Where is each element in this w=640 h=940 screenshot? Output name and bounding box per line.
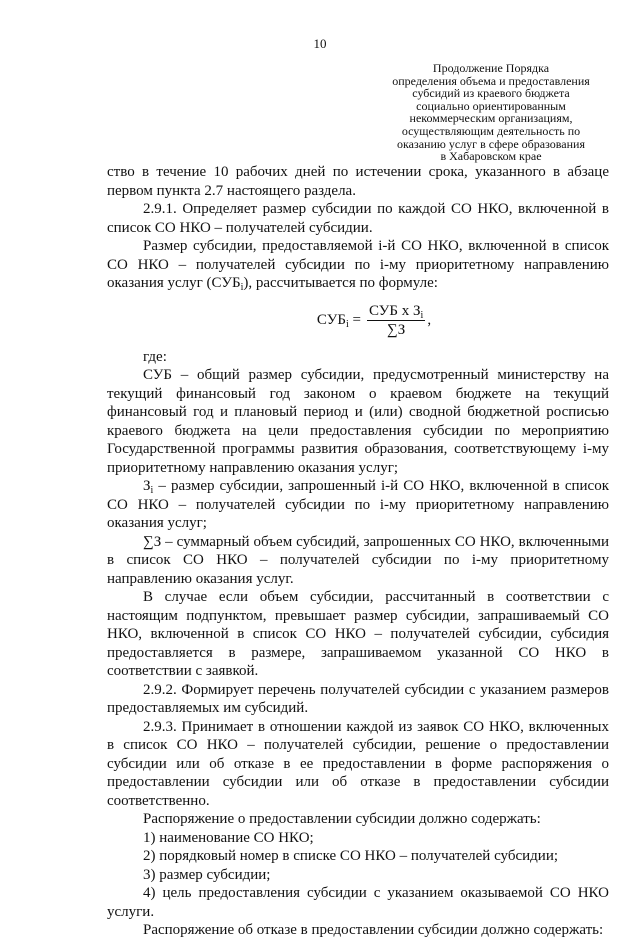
header-line: определения объема и предоставления [392,73,590,88]
paragraph: ство в течение 10 рабочих дней по истечении срока, указанного в абзаце первом пункта 2.7 настоящего раздела. [107,164,609,199]
paragraph-subsidy-size: Размер субсидии, предоставляемой i-й СО НКО, включенной в список СО НКО – получателей субсидии по i-му приоритетному направлению оказания услуг $(СУБ_i)$, рассчитывается по формуле: [107,238,609,293]
formula-comma: , [427,312,432,329]
header-line: социально ориентированным [416,98,566,113]
header-line: некоммерческим организациям, [409,111,573,126]
list-item: 3) размер субсидии; [143,866,271,883]
page-number: 10 [313,36,327,51]
formula-denominator: ∑З [387,321,406,338]
header-line: субсидий из краевого бюджета [412,86,570,101]
paragraph-2-9-2: 2.9.2. Формирует перечень получателей субсидии с указанием размеров предоставляемых им субсидий. [107,681,609,716]
paragraph-refusal-contents: Распоряжение об отказе в предоставлении субсидии должно содержать: [143,922,604,938]
header-line: оказанию услуг в сфере образования [397,136,585,151]
paragraph-2-9-1: 2.9.1. Определяет размер субсидии по каждой СО НКО, включенной в список СО НКО – получателей субсидии. [107,201,609,236]
list-item: 4) цель предоставления субсидии с указанием оказываемой СО НКО услуги. [107,885,609,920]
paragraph-order-contents: Распоряжение о предоставлении субсидии должно содержать: [143,811,541,827]
header-line: в Хабаровском крае [440,149,542,164]
definition-zi: $З_i$ – размер субсидии, запрошенный i-й СО НКО, включенной в список СО НКО – получателей субсидии по i-му приоритетному направлению оказания услуг; [107,478,609,531]
definition-sum: ∑З – суммарный объем субсидий, запрошенных СО НКО, включенными в список СО НКО – получателей субсидии по i-му приоритетному направлению оказания услуг. [107,533,609,587]
definition-sub: СУБ – общий размер субсидии, предусмотренный министерству на текущий финансовый год законом о краевом бюджете на текущий финансовый год и плановый период и (или) сводной бюджетной росписью краевого бюджета на цели предоставления субсидии по мероприятию Государственной программы развития образования, соответствующему i-му приоритетному направлению оказания услуг; [107,367,609,476]
where-label: где: [143,348,167,365]
list-item: 2) порядковый номер в списке СО НКО – получателей субсидии; [143,848,559,864]
paragraph-2-9-3: 2.9.3. Принимает в отношении каждой из заявок СО НКО, включенных в список СО НКО – получателей субсидии, решение о предоставлении субсидии или об отказе в ее предоставлении в форме распоряжения о предоставлении субсидии или об отказе в предоставлении субсидии соответственно. [107,718,609,809]
header-line: Продолжение Порядка [432,61,550,75]
list-item: 1) наименование СО НКО; [143,829,314,846]
formula-lhs: $СУБ_i$ = [316,312,361,331]
formula [139,302,609,340]
formula-fraction [367,303,425,339]
paragraph-exceed: В случае если объем субсидии, рассчитанный в соответствии с настоящим подпунктом, превышает размер субсидии, запрашиваемый СО НКО, включенной в список СО НКО – получателей субсидии, субсидия предоставляется в размере, запрашиваемом указанной СО НКО в соответствии с заявкой. [107,589,609,679]
document-header [380,62,602,163]
header-line: осуществляющим деятельность по [401,123,581,138]
document-body [107,163,609,940]
formula-numerator: СУБ х $З_i$ [368,302,424,321]
